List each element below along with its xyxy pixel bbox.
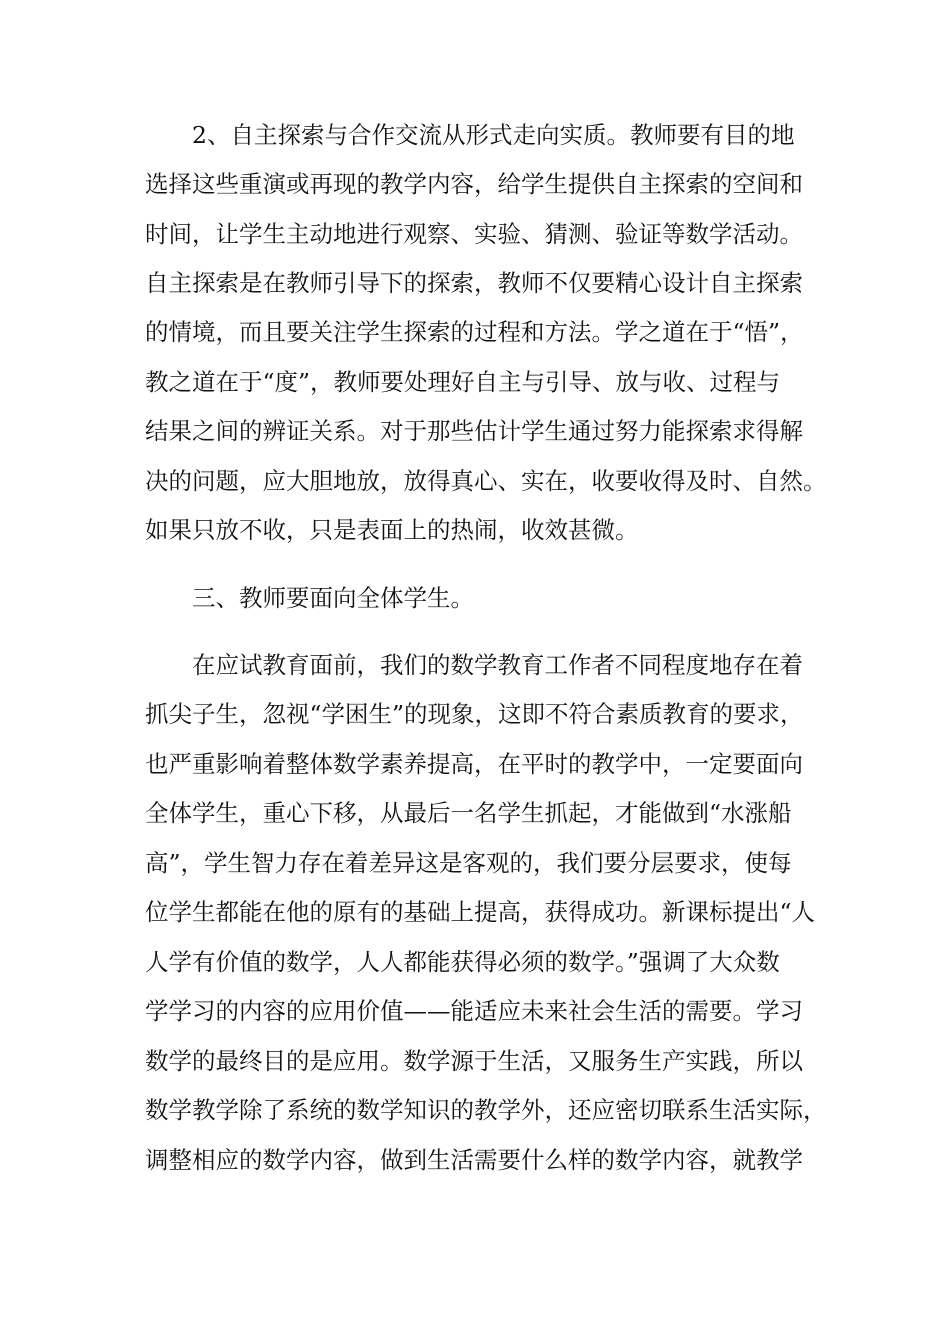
paragraph-1-line-7: 结果之间的辨证关系。对于那些估计学生通过努力能探索求得解 (145, 417, 803, 445)
section-heading: 三、教师要面向全体学生。 (192, 584, 474, 612)
paragraph-2-line-3: 也严重影响着整体数学素养提高，在平时的教学中，一定要面向 (145, 750, 803, 778)
paragraph-1-line-9: 如果只放不收，只是表面上的热闹，收效甚微。 (145, 516, 639, 544)
paragraph-2-line-7: 人学有价值的数学，人人都能获得必须的数学。”强调了大众数 (145, 948, 780, 976)
paragraph-1-line-1: 2、自主探索与合作交流从形式走向实质。教师要有目的地 (192, 121, 795, 149)
paragraph-1-line-3: 时间，让学生主动地进行观察、实验、猜测、验证等数学活动。 (145, 220, 803, 248)
paragraph-2-line-2: 抓尖子生，忽视“学困生”的现象，这即不符合素质教育的要求， (145, 700, 804, 728)
paragraph-1-line-5: 的情境，而且要关注学生探索的过程和方法。学之道在于“悟”， (145, 318, 804, 346)
paragraph-2-line-1: 在应试教育面前，我们的数学教育工作者不同程度地存在着 (192, 651, 803, 679)
paragraph-2-line-6: 位学生都能在他的原有的基础上提高，获得成功。新课标提出“人 (145, 898, 816, 926)
paragraph-2-line-5: 高”，学生智力存在着差异这是客观的，我们要分层要求，使每 (145, 849, 792, 877)
paragraph-2-line-8: 学学习的内容的应用价值——能适应未来社会生活的需要。学习 (145, 997, 803, 1025)
paragraph-1-line-6: 教之道在于“度”，教师要处理好自主与引导、放与收、过程与 (145, 368, 781, 396)
paragraph-2-line-9: 数学的最终目的是应用。数学源于生活，又服务生产实践，所以 (145, 1047, 803, 1075)
paragraph-1-line-4: 自主探索是在教师引导下的探索，教师不仅要精心设计自主探索 (145, 269, 803, 297)
paragraph-1-line-2: 选择这些重演或再现的教学内容，给学生提供自主探索的空间和 (145, 170, 803, 198)
paragraph-2-line-10: 数学教学除了系统的数学知识的教学外，还应密切联系生活实际， (145, 1096, 827, 1124)
paragraph-2-line-4: 全体学生，重心下移，从最后一名学生抓起，才能做到“水涨船 (145, 799, 792, 827)
paragraph-2-line-11: 调整相应的数学内容，做到生活需要什么样的数学内容，就教学 (145, 1146, 803, 1174)
paragraph-1-line-8: 决的问题，应大胆地放，放得真心、实在，收要收得及时、自然。 (145, 467, 827, 495)
